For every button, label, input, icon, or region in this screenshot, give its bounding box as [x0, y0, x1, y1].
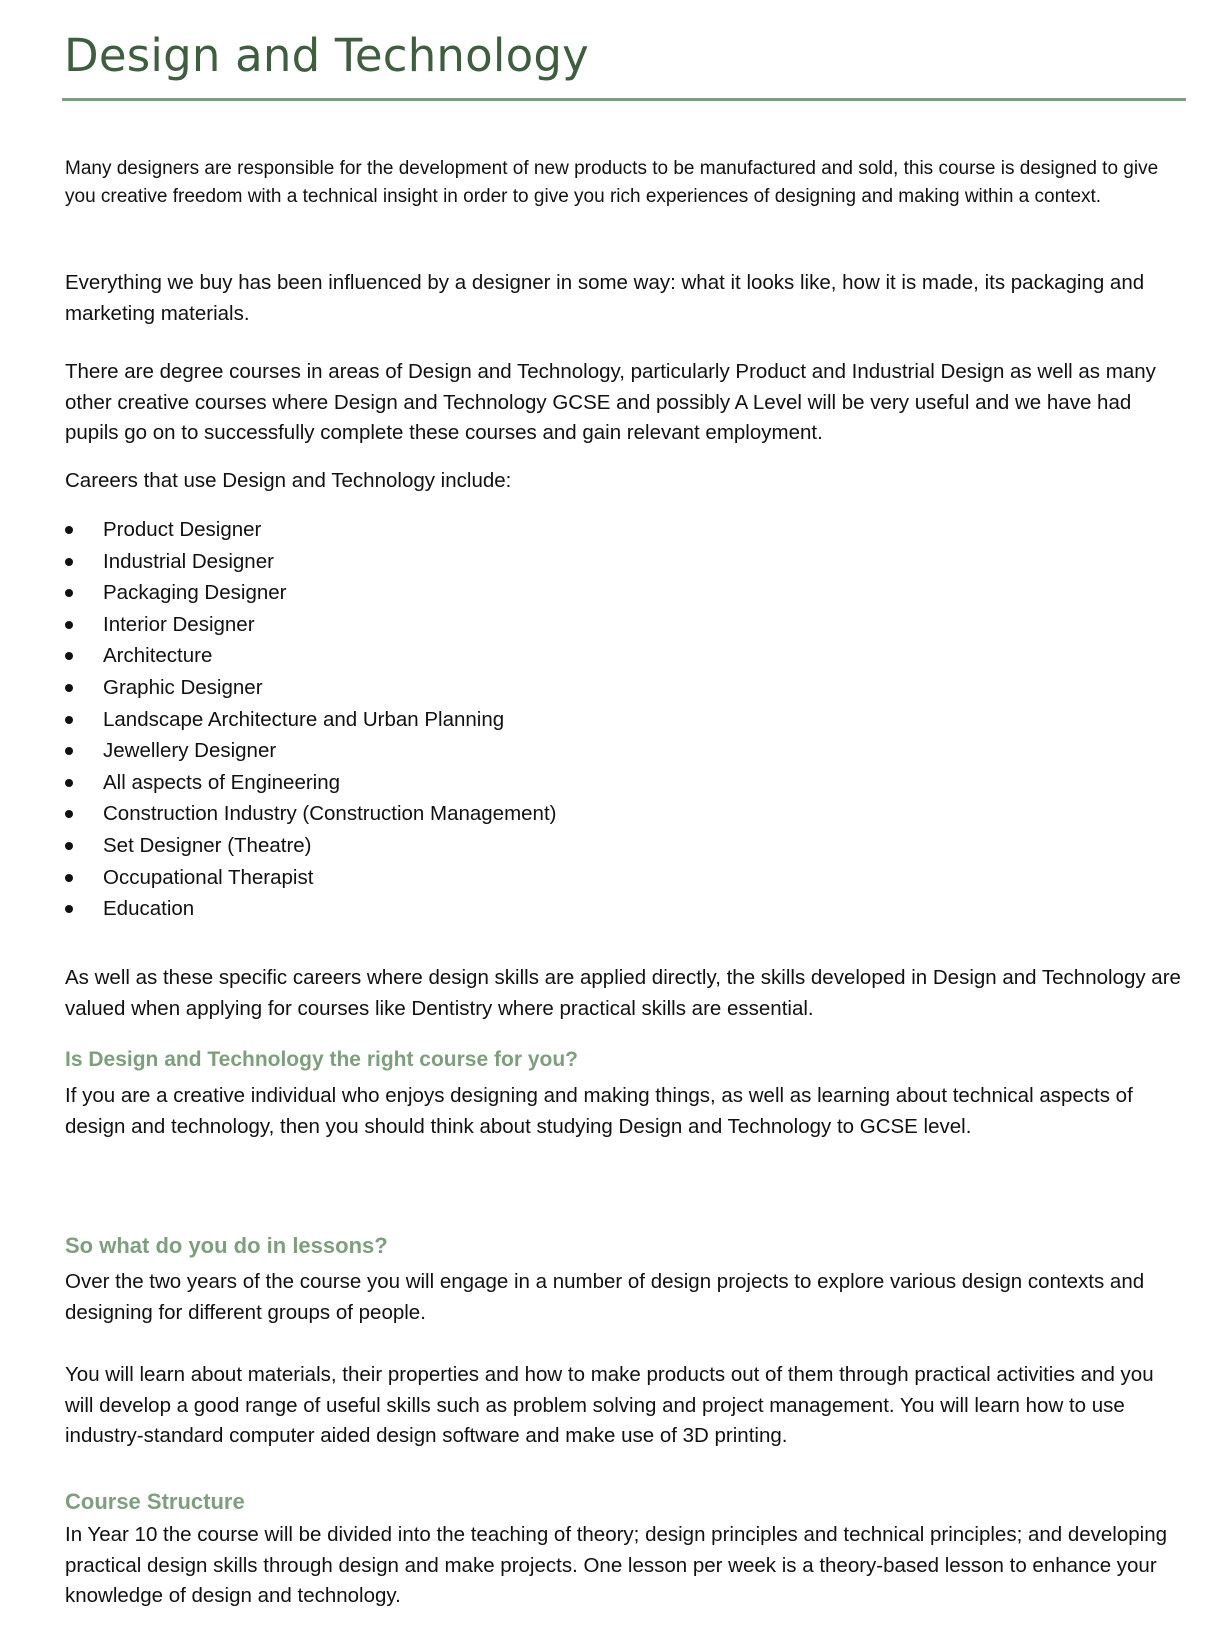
bullet-icon [65, 905, 73, 913]
career-label: Interior Designer [103, 612, 255, 636]
list-item [65, 609, 765, 641]
bullet-icon [65, 526, 73, 534]
career-label: Landscape Architecture and Urban Planning [103, 707, 505, 731]
list-item [65, 640, 765, 672]
paragraph-degree-courses: There are degree courses in areas of Design and Technology, particularly Product and Industrial Design as well as many other creative courses where Design and Technology GCSE and possibly A Level will be very useful and we have had pupils go on to successfully complete these courses and gain relevant employment. [65, 360, 1156, 444]
list-item [65, 862, 765, 894]
career-label: Product Designer [103, 518, 262, 541]
career-label: Architecture [103, 644, 213, 668]
paragraph-lessons-2: You will learn about materials, their properties and how to make products out of them through practical activities and you will develop a good range of useful skills such as problem solving and project management. You will learn how to use industry-standard computer aided design software and make use of 3D printing. [65, 1363, 1154, 1447]
list-item [65, 672, 765, 704]
paragraph-course-structure: In Year 10 the course will be divided into the teaching of theory; design principles and technical principles; and developing practical design skills through design and make projects. One lesson per week is a theory-based lesson to enhance your knowledge of design and technology. [65, 1523, 1168, 1607]
bullet-icon [65, 779, 73, 787]
list-item [65, 830, 765, 862]
career-label: Packaging Designer [103, 581, 287, 605]
career-label: Jewellery Designer [103, 739, 277, 763]
paragraph-lessons-1: Over the two years of the course you will engage in a number of design projects to explore various design contexts and designing for different groups of people. [65, 1270, 1145, 1324]
heading-right-course: Is Design and Technology the right course for you? [65, 1048, 578, 1071]
career-label: Occupational Therapist [103, 865, 314, 889]
bullet-icon [65, 621, 73, 629]
list-item [65, 704, 765, 736]
career-label: Construction Industry (Construction Management) [103, 802, 557, 826]
bullet-icon [65, 810, 73, 818]
career-label: Graphic Designer [103, 675, 263, 699]
bullet-icon [65, 747, 73, 755]
bullet-icon [65, 716, 73, 724]
bullet-icon [65, 874, 73, 882]
list-item [65, 577, 765, 609]
list-item [65, 893, 765, 925]
paragraph-influence: Everything we buy has been influenced by a designer in some way: what it looks like, how it is made, its packaging and marketing materials. [65, 271, 1145, 325]
heading-lessons: So what do you do in lessons? [65, 1233, 388, 1258]
careers-intro: Careers that use Design and Technology include: [65, 469, 512, 492]
career-label: Set Designer (Theatre) [103, 833, 312, 857]
list-item [65, 767, 765, 799]
bullet-icon [65, 652, 73, 660]
page-title: Design and Technology [64, 29, 589, 82]
list-item [65, 798, 765, 830]
careers-list [65, 514, 765, 925]
title-underline [62, 98, 1186, 101]
list-item [65, 735, 765, 767]
bullet-icon [65, 842, 73, 850]
career-label: All aspects of Engineering [103, 770, 341, 794]
bullet-icon [65, 589, 73, 597]
bullet-icon [65, 684, 73, 692]
list-item [65, 514, 765, 546]
career-label: Education [103, 897, 195, 921]
intro-paragraph: Many designers are responsible for the development of new products to be manufactured and sold, this course is designed to give you creative freedom with a technical insight in order to give you rich experiences of designing and making within a context. [65, 158, 1159, 207]
paragraph-right-course: If you are a creative individual who enjoys designing and making things, as well as learning about technical aspects of design and technology, then you should think about studying Design and Technology to GCSE level. [65, 1084, 1133, 1138]
heading-course-structure: Course Structure [65, 1489, 245, 1514]
list-item [65, 546, 765, 578]
paragraph-skills-valued: As well as these specific careers where design skills are applied directly, the skills developed in Design and Technology are valued when applying for courses like Dentistry where practical skills are essential. [65, 966, 1181, 1020]
career-label: Industrial Designer [103, 549, 274, 573]
bullet-icon [65, 558, 73, 566]
